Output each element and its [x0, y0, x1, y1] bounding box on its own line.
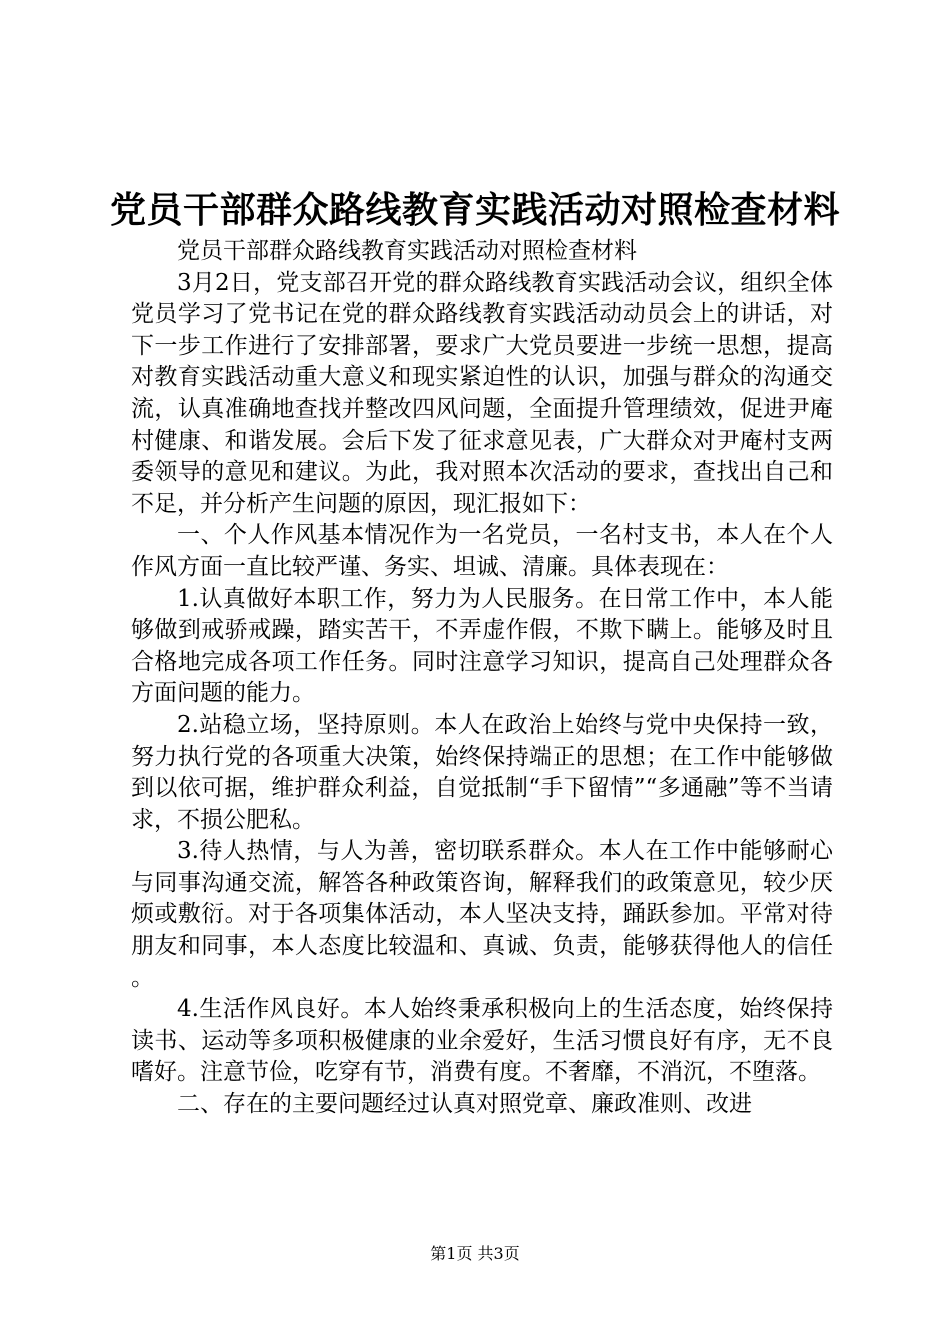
subtitle-paragraph: 党员干部群众路线教育实践活动对照检查材料: [177, 238, 637, 264]
section-two-paragraph: 二、存在的主要问题经过认真对照党章、廉政准则、改进: [177, 1091, 752, 1118]
item-four-paragraph: 4.生活作风良好。本人始终秉承积极向上的生活态度，始终保持读书、运动等多项积极健康的业余爱好，生活习惯良好有序，无不良嗜好。注意节俭，吃穿有节，消费有度。不奢靡，不消沉，不堕落。: [131, 996, 833, 1086]
intro-paragraph: 3月2日，党支部召开党的群众路线教育实践活动会议，组织全体党员学习了党书记在党的群众路线教育实践活动动员会上的讲话，对下一步工作进行了安排部署，要求广大党员要进一步统一思想，提高对教育实践活动重大意义和现实紧迫性的认识，加强与群众的沟通交流，认真准确地查找并整改四风问题，全面提升管理绩效，促进尹庵村健康、和谐发展。会后下发了征求意见表，广大群众对尹庵村支两委领导的意见和建议。为此，我对照本次活动的要求，查找出自己和不足，并分析产生问题的原因，现汇报如下：: [131, 269, 833, 517]
section-one-paragraph: 一、个人作风基本情况作为一名党员，一名村支书，本人在个人作风方面一直比较严谨、务实、坦诚、清廉。具体表现在：: [131, 522, 833, 580]
page-number-footer: 第1页 共3页: [430, 1244, 520, 1263]
item-three-paragraph: 3.待人热情，与人为善，密切联系群众。本人在工作中能够耐心与同事沟通交流，解答各种政策咨询，解释我们的政策意见，较少厌烦或敷衍。对于各项集体活动，本人坚决支持，踊跃参加。平常对待朋友和同事，本人态度比较温和、真诚、负责，能够获得他人的信任。: [131, 838, 833, 991]
item-two-paragraph: 2.站稳立场，坚持原则。本人在政治上始终与党中央保持一致，努力执行党的各项重大决策，始终保持端正的思想；在工作中能够做到以依可据，维护群众利益，自觉抵制“手下留情”“多通融”等不当请求，不损公肥私。: [131, 711, 833, 833]
document-title: 党员干部群众路线教育实践活动对照检查材料: [109, 189, 840, 231]
item-one-paragraph: 1.认真做好本职工作，努力为人民服务。在日常工作中，本人能够做到戒骄戒躁，踏实苦干，不弄虚作假，不欺下瞒上。能够及时且合格地完成各项工作任务。同时注意学习知识，提高自己处理群众各方面问题的能力。: [131, 585, 833, 707]
document-body: [131, 236, 833, 1121]
